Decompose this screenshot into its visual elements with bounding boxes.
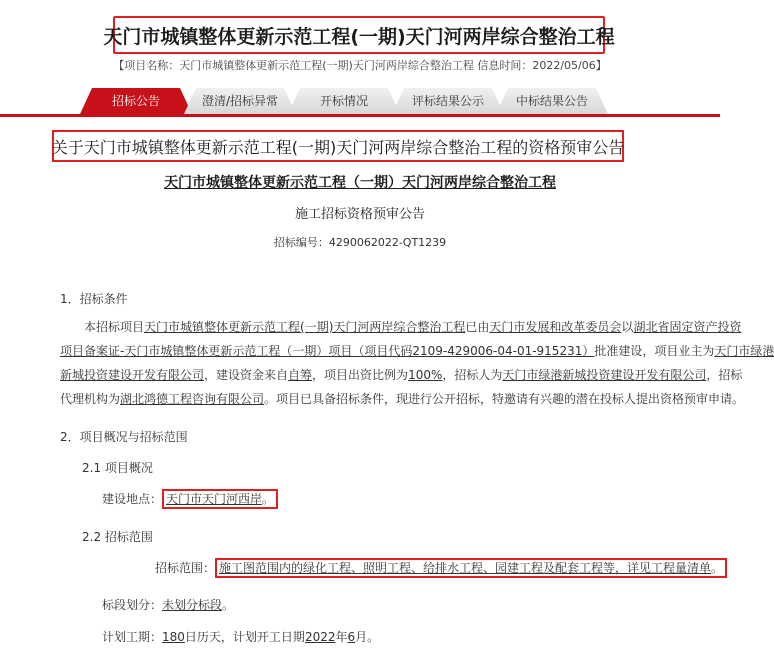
tab-label: 评标结果公示 [411, 94, 484, 108]
tab-label: 中标结果公告 [515, 94, 588, 108]
section1-heading: 1．招标条件 [60, 292, 128, 306]
text: 。 [222, 598, 235, 612]
tab-bid-notice[interactable] [80, 88, 192, 114]
site-value-box [162, 489, 278, 509]
site-line [102, 490, 278, 507]
tab-label: 开标情况 [319, 94, 368, 108]
start-month: 6 [347, 630, 356, 644]
start-year: 2022 [304, 630, 336, 644]
text: 批准建设，项目业主为 [594, 344, 715, 358]
bid-code-label: 招标编号： [273, 236, 329, 249]
project-title: 天门市城镇整体更新示范工程（一期）天门河两岸综合整治工程 [164, 175, 556, 191]
scope-value: 施工图范围内的绿化工程、照明工程、给排水工程、园建工程及配套工程等，详见工程量清单 [219, 561, 712, 575]
document-title: 施工招标资格预审公告 [294, 207, 425, 222]
section22-heading: 2.2 招标范围 [82, 530, 153, 544]
lot-line [102, 596, 234, 613]
text: 以 [621, 320, 634, 334]
text: ，招标 [706, 368, 743, 382]
tab-underline [0, 114, 720, 117]
period-line [102, 628, 379, 645]
agency-name: 湖北鸿德工程咨询有限公司 [120, 392, 265, 406]
text: ，项目出资比例为 [312, 368, 409, 382]
text: 年 [335, 630, 348, 644]
site-label: 建设地点： [102, 492, 163, 506]
approval-doc-cont: 项目备案证-天门市城镇整体更新示范工程（一期）项目（项目代码2109-429006-04-01-915231） [60, 344, 595, 358]
lot-value: 未划分标段 [162, 598, 223, 612]
text: ，建设资金来自 [204, 368, 289, 382]
text: 本招标项目 [84, 320, 145, 334]
scope-line [155, 559, 727, 576]
bid-code-value: 4290062022-QT1239 [328, 236, 447, 249]
text: 。 [711, 561, 724, 575]
tab-label: 澄清/招标异常 [201, 94, 279, 108]
text: 代理机构为 [60, 392, 121, 406]
fund-source: 自筹 [288, 368, 313, 382]
tab-bar [80, 88, 600, 114]
section2-heading: 2．项目概况与招标范围 [60, 430, 188, 444]
text: 日历天，计划开工日期 [184, 630, 305, 644]
period-label: 计划工期： [102, 630, 163, 644]
text: 月。 [355, 630, 380, 644]
section1-paragraph [60, 315, 774, 411]
bid-code [0, 234, 720, 250]
project-name-link: 天门市城镇整体更新示范工程(一期)天门河两岸综合整治工程 [144, 320, 466, 334]
tab-label: 招标公告 [111, 94, 160, 108]
tenderer-name: 天门市绿港新城投资建设开发有限公司 [502, 368, 707, 382]
text: 。项目已具备招标条件，现进行公开招标，特邀请有兴趣的潜在投标人提出资格预审申请。 [264, 392, 745, 406]
text: ，招标人为 [442, 368, 503, 382]
section21-heading: 2.1 项目概况 [82, 461, 153, 475]
owner-name-cont: 新城投资建设开发有限公司 [60, 368, 205, 382]
site-value: 天门市天门河西岸 [166, 492, 263, 506]
scope-label: 招标范围： [155, 561, 216, 575]
approval-doc: 湖北省固定资产投资 [633, 320, 742, 334]
fund-ratio: 100% [408, 368, 443, 382]
tab-bid-opening[interactable] [288, 88, 400, 114]
lot-label: 标段划分： [102, 598, 163, 612]
notice-heading-box [52, 130, 624, 162]
tab-award-result[interactable] [496, 88, 608, 114]
period-days: 180 [162, 630, 185, 644]
page-title: 天门市城镇整体更新示范工程(一期)天门河两岸综合整治工程 [103, 25, 615, 48]
page-title-box [103, 16, 615, 54]
tab-clarification[interactable] [184, 88, 296, 114]
text: 。 [262, 492, 275, 506]
approver-name: 天门市发展和改革委员会 [489, 320, 622, 334]
project-info: 【项目名称：天门市城镇整体更新示范工程(一期)天门河两岸综合整治工程 信息时间：2022/05/06】 [113, 59, 607, 72]
notice-heading: 关于天门市城镇整体更新示范工程(一期)天门河两岸综合整治工程的资格预审公告 [51, 137, 625, 157]
scope-value-box [215, 558, 727, 578]
tab-evaluation-result[interactable] [392, 88, 504, 114]
owner-name: 天门市绿港 [714, 344, 774, 358]
text: 已由 [465, 320, 490, 334]
